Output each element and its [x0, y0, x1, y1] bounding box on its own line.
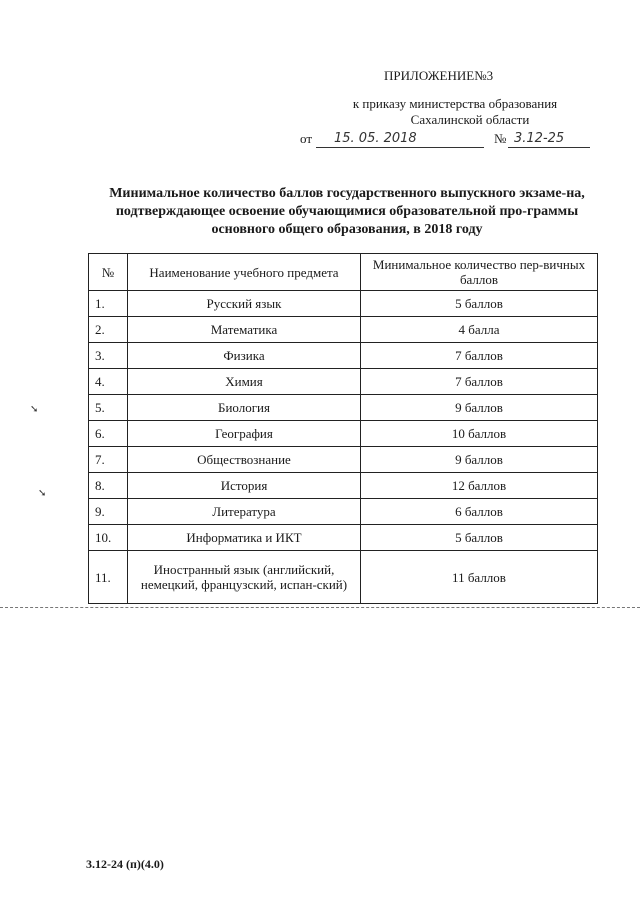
row-subject: История [128, 473, 361, 499]
row-subject: География [128, 421, 361, 447]
table-row [89, 369, 598, 395]
row-score: 7 баллов [361, 369, 598, 395]
row-subject: Биология [128, 395, 361, 421]
page-fold-line [0, 607, 640, 608]
row-number: 6. [89, 421, 128, 447]
order-number: 3.12-25 [508, 131, 590, 148]
row-number: 3. [89, 343, 128, 369]
order-region: Сахалинской области [410, 112, 530, 127]
row-subject: Обществознание [128, 447, 361, 473]
row-number: 7. [89, 447, 128, 473]
row-number: 8. [89, 473, 128, 499]
row-score: 5 баллов [361, 291, 598, 317]
document-heading: Минимальное количество баллов государственного выпускного экзаме-на, подтверждающее освоение обучающимися образовательной про-граммы основного общего образования, в 2018 году [109, 186, 585, 237]
row-number: 4. [89, 369, 128, 395]
row-score: 7 баллов [361, 343, 598, 369]
table-row [89, 343, 598, 369]
table-row [89, 421, 598, 447]
row-score: 5 баллов [361, 525, 598, 551]
table-row [89, 395, 598, 421]
table-row [89, 525, 598, 551]
row-number: 2. [89, 317, 128, 343]
order-reference: к приказу министерства образования [352, 96, 558, 111]
row-score: 10 баллов [361, 421, 598, 447]
appendix-title: ПРИЛОЖЕНИЕ№3 [384, 68, 494, 83]
scores-table [88, 253, 598, 604]
row-number: 10. [89, 525, 128, 551]
order-date: 15. 05. 2018 [316, 131, 484, 148]
row-subject: Химия [128, 369, 361, 395]
row-score: 6 баллов [361, 499, 598, 525]
row-score: 4 балла [361, 317, 598, 343]
table-header-row [89, 254, 598, 291]
column-header-subject: Наименование учебного предмета [128, 254, 361, 291]
row-subject: Литература [128, 499, 361, 525]
number-prefix: № [494, 131, 507, 146]
scan-mark: ➘ [38, 488, 47, 499]
row-number: 9. [89, 499, 128, 525]
row-score: 12 баллов [361, 473, 598, 499]
row-subject: Иностранный язык (английский, немецкий, французский, испан-ский) [128, 551, 361, 604]
table-row [89, 473, 598, 499]
row-subject: Физика [128, 343, 361, 369]
table-body [89, 291, 598, 604]
row-score: 9 баллов [361, 395, 598, 421]
column-header-score: Минимальное количество пер-вичных баллов [361, 254, 598, 291]
row-number: 1. [89, 291, 128, 317]
row-number: 5. [89, 395, 128, 421]
table-row [89, 291, 598, 317]
table-row [89, 499, 598, 525]
row-subject: Математика [128, 317, 361, 343]
scan-mark: ➘ [30, 404, 39, 415]
row-subject: Русский язык [128, 291, 361, 317]
table-row [89, 317, 598, 343]
table-row [89, 551, 598, 604]
row-subject: Информатика и ИКТ [128, 525, 361, 551]
date-prefix: от [300, 131, 313, 146]
table-row [89, 447, 598, 473]
footer-code: 3.12-24 (п)(4.0) [86, 857, 164, 871]
column-header-number: № [89, 254, 128, 291]
row-score: 9 баллов [361, 447, 598, 473]
row-number: 11. [89, 551, 128, 604]
row-score: 11 баллов [361, 551, 598, 604]
